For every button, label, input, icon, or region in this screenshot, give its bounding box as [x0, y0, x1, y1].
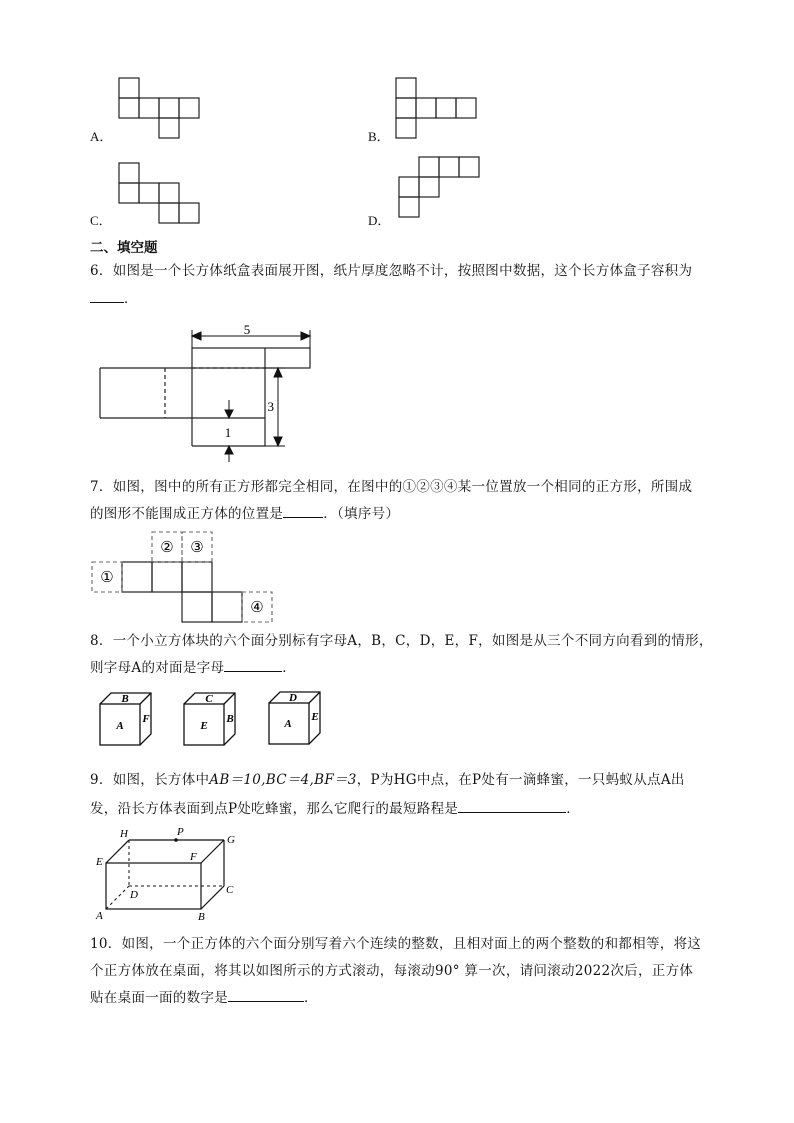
- q8-line2: [90, 655, 296, 682]
- net-option-a-figure: [0, 0, 794, 240]
- q7-line1: 7．如图，图中的所有正方形都完全相同，在图中的①②③④某一位置放一个相同的正方形，所围成: [90, 479, 693, 495]
- q8-answer-blank[interactable]: [224, 657, 282, 672]
- q6-line2: [90, 286, 138, 313]
- q9-label-B: B: [198, 911, 205, 923]
- q9-line2-start: 发，沿长方体表面到点P处吃蜂蜜，那么它爬行的最短路程是: [90, 801, 459, 817]
- q8-line1: 8．一个小立方体块的六个面分别标有字母A，B，C，D，E，F，如图是从三个不同方向看到的情形，: [90, 633, 713, 649]
- q9-math: AB＝10,BC＝4,BF＝3: [209, 772, 357, 788]
- q8-cube2-front: E: [200, 720, 208, 732]
- option-d-label: D．: [368, 213, 391, 228]
- q6-line2-end: ．: [124, 291, 138, 307]
- q6-dim-5: 5: [243, 322, 251, 337]
- q9-label-D: D: [130, 889, 138, 901]
- q10-line2: 个正方体放在桌面，将其以如图所示的方式滚动，每滚动90° 算一次，请问滚动2022次后，正方体: [90, 963, 694, 979]
- q9-line2-end: ．: [566, 801, 580, 817]
- net-d: [399, 157, 479, 217]
- q8-cube3-front: A: [284, 718, 292, 730]
- q9-label-C: C: [226, 884, 234, 896]
- q8-cube1-top: B: [121, 693, 129, 705]
- q7-label-3: ③: [190, 540, 204, 556]
- q9-line2: [90, 796, 580, 823]
- q9-cuboid-figure: [0, 824, 794, 924]
- option-a-label: A．: [90, 129, 113, 144]
- q9-label-P: P: [177, 826, 184, 838]
- q6-dim-3: 3: [267, 399, 274, 414]
- q7-label-4: ④: [250, 600, 264, 616]
- q9-line1-b: ，P为HG中点，在P处有一滴蜂蜜，一只蚂蚁从点A出: [356, 772, 685, 788]
- q10-line1: 10．如图，一个正方体的六个面分别写着六个连续的整数，且相对面上的两个整数的和都相等，将这: [90, 936, 702, 952]
- q7-answer-blank[interactable]: [283, 503, 323, 518]
- net-b: [396, 78, 476, 138]
- q8-line2-start: 则字母A的对面是字母: [90, 660, 225, 676]
- q7-line2-end: ．（填序号）: [323, 506, 400, 522]
- q9-line1-a: 9．如图，长方体中: [90, 772, 210, 788]
- option-b-label: B．: [368, 129, 390, 144]
- q9-label-A: A: [96, 910, 103, 922]
- q9-label-H: H: [120, 828, 128, 840]
- q8-cube1-side: F: [142, 713, 150, 725]
- q8-line2-end: ．: [282, 660, 297, 676]
- q10-line3-end: ．: [304, 990, 318, 1006]
- q8-cubes-figure: [0, 684, 794, 754]
- q8-cube2-top: C: [205, 693, 213, 705]
- q7-label-1: ①: [100, 570, 114, 586]
- q7-label-2: ②: [160, 540, 174, 556]
- q7-squares-figure: [0, 528, 794, 628]
- option-c-label: C．: [90, 213, 112, 228]
- q9-answer-blank[interactable]: [458, 798, 566, 813]
- q6-dim-1: 1: [224, 425, 232, 440]
- q8-cube1-front: A: [116, 720, 124, 732]
- q6-line1: 6．如图是一个长方体纸盒表面展开图，纸片厚度忽略不计，按照图中数据，这个长方体盒子容积为: [90, 263, 693, 279]
- q9-label-G: G: [227, 834, 235, 846]
- q9-label-E: E: [96, 856, 103, 868]
- q9-label-F: F: [190, 851, 197, 863]
- q7-line2-start: 的图形不能围成正方体的位置是: [90, 506, 284, 522]
- q10-answer-blank[interactable]: [228, 987, 304, 1002]
- net-a: [119, 78, 199, 138]
- q10-line3-start: 贴在桌面一面的数字是: [90, 990, 228, 1006]
- net-c: [119, 163, 199, 223]
- q8-cube3-top: D: [289, 692, 297, 704]
- q6-box-net-figure: [0, 320, 794, 470]
- q6-answer-blank[interactable]: [90, 288, 124, 303]
- q9-line1: [90, 767, 685, 794]
- q8-cube3-side: E: [311, 711, 319, 723]
- section-title: 二、填空题: [90, 240, 158, 256]
- q8-cube2-side: B: [226, 713, 234, 725]
- q7-line2: [90, 501, 399, 528]
- q10-line3: [90, 985, 318, 1012]
